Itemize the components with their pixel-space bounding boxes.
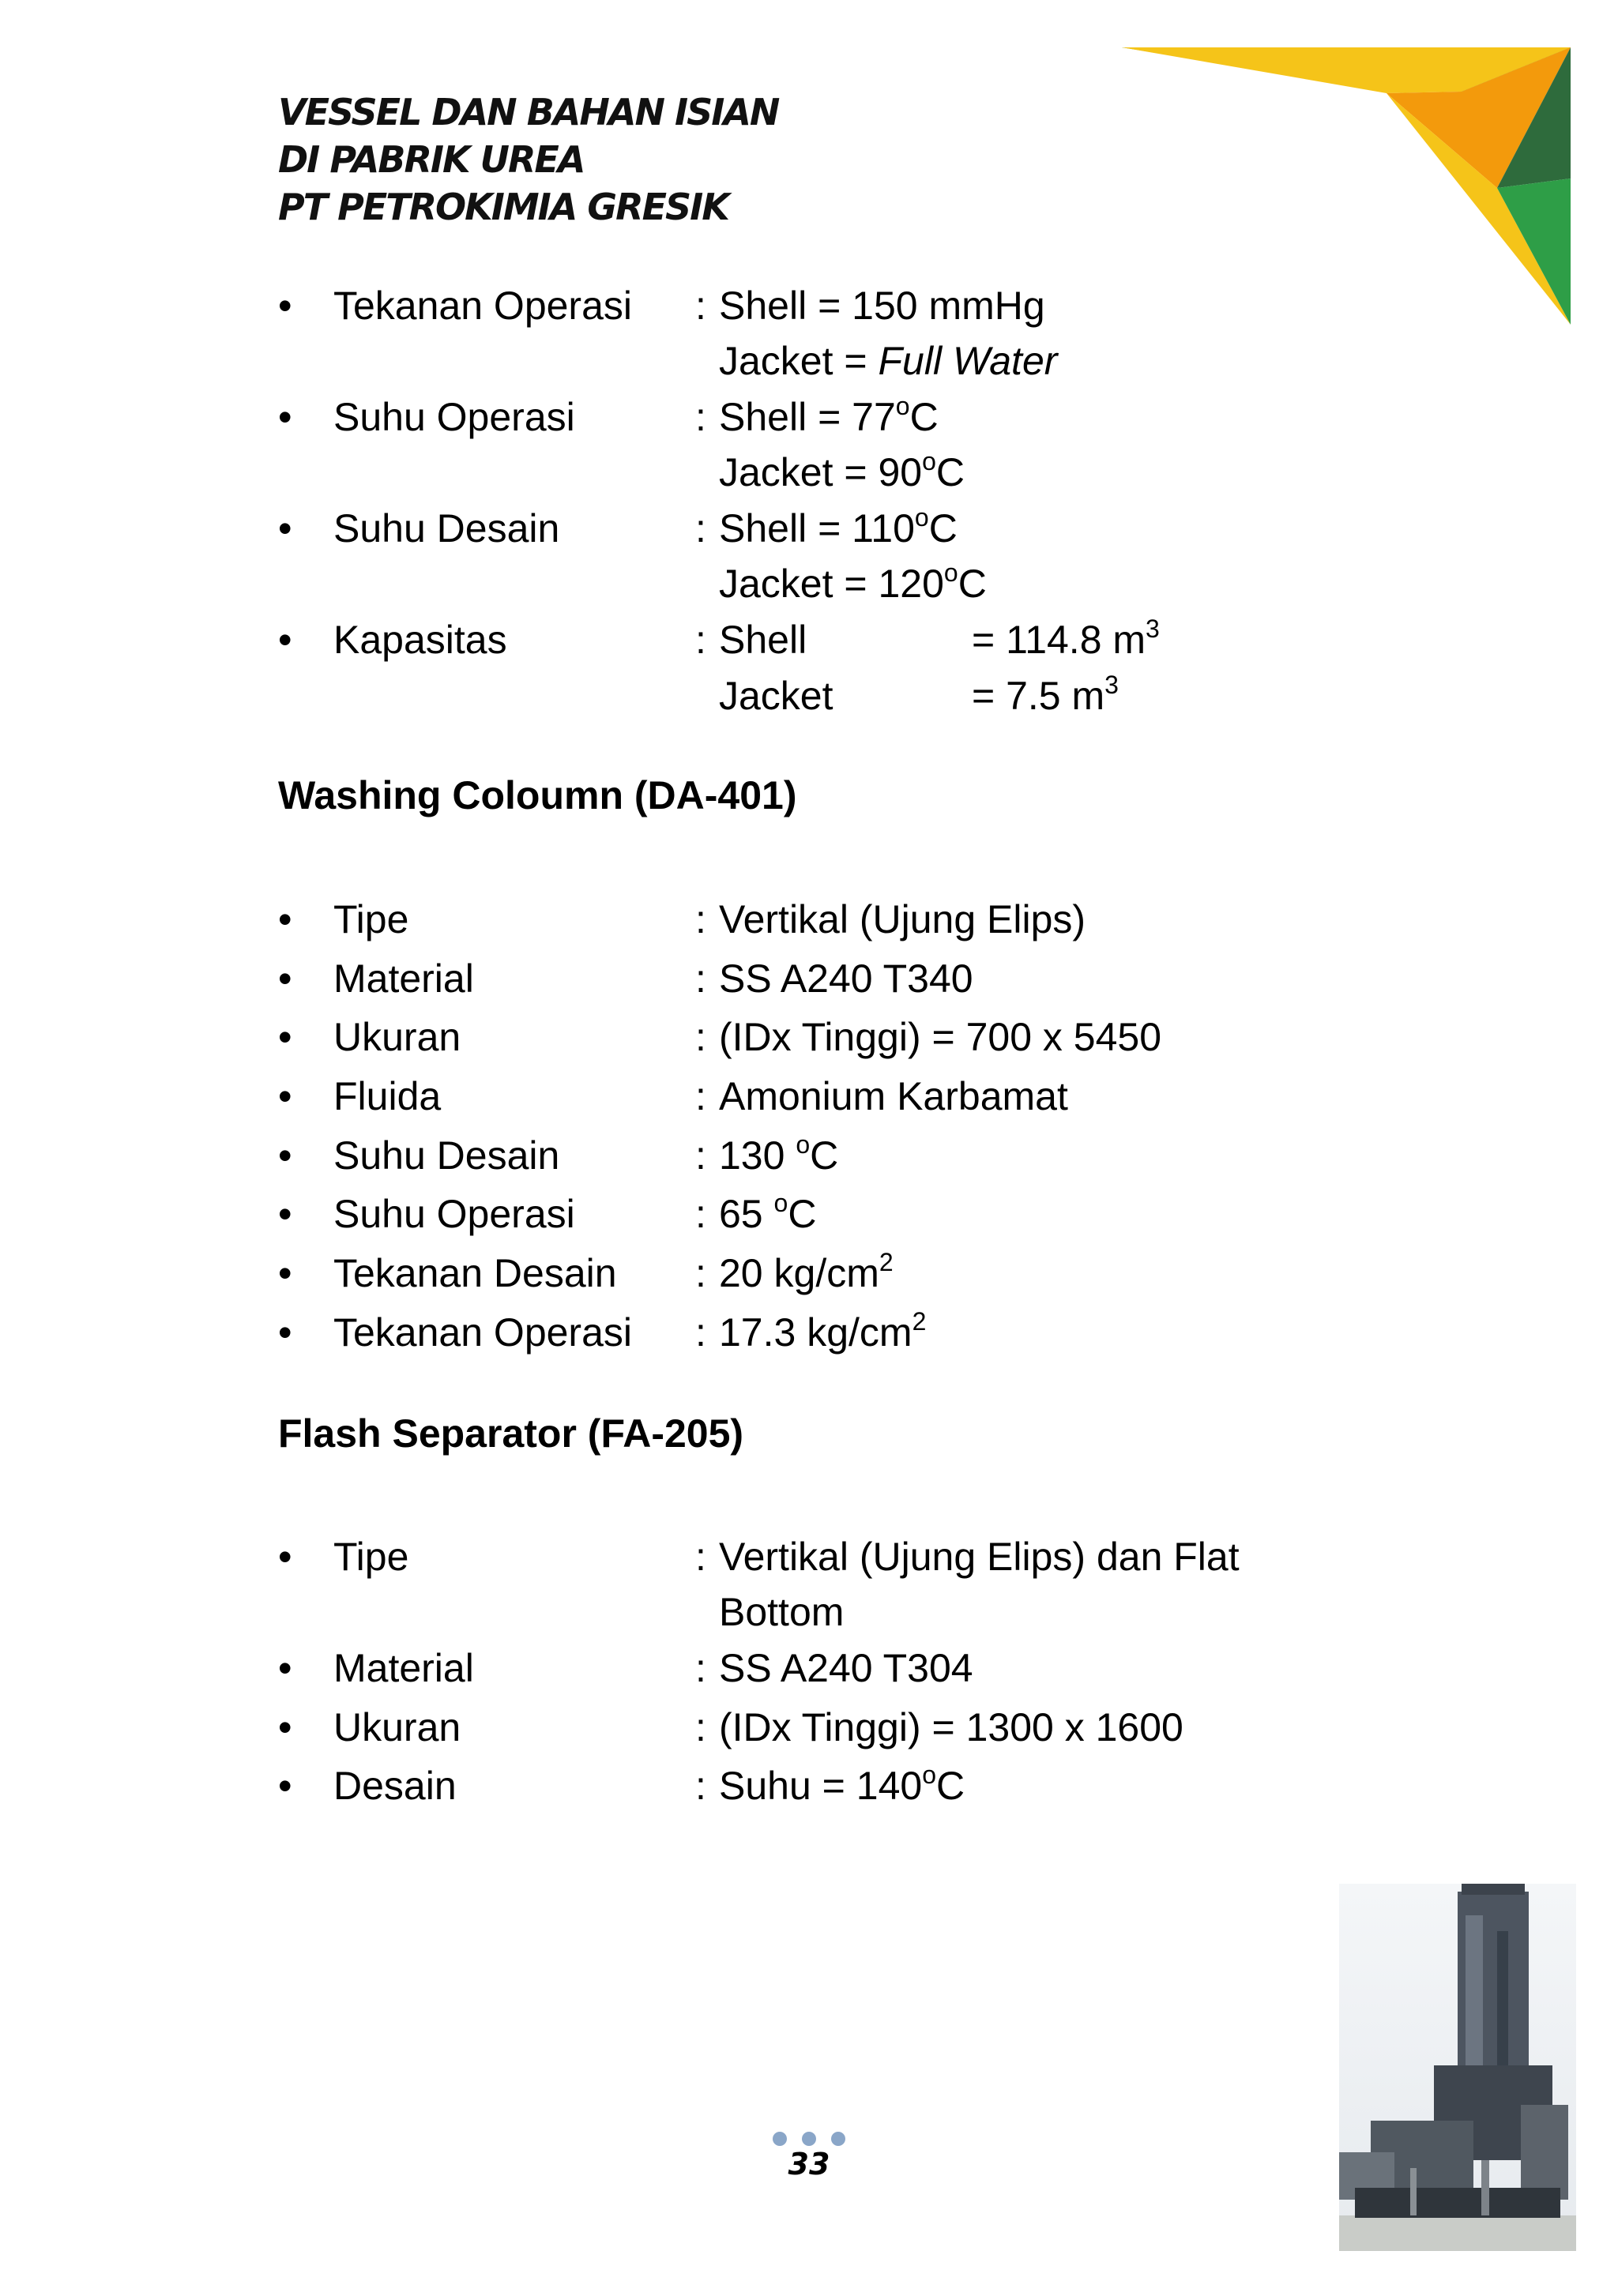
spec-label: Ukuran bbox=[333, 1015, 461, 1059]
spec-value: Shell bbox=[719, 618, 807, 662]
spec-value: Shell = $77^oC$ bbox=[719, 392, 939, 439]
page-dot bbox=[773, 2132, 787, 2146]
spec-value: Jacket bbox=[719, 674, 833, 718]
spec-label: Tipe bbox=[333, 1535, 409, 1579]
colon: : bbox=[695, 956, 706, 1001]
spec-label: Tipe bbox=[333, 897, 409, 941]
spec-value: 130 $^o$C bbox=[719, 1130, 839, 1178]
spec-label: Fluida bbox=[333, 1074, 442, 1118]
colon: : bbox=[695, 284, 706, 328]
spec-value: Bottom bbox=[719, 1590, 845, 1634]
bullet: • bbox=[278, 284, 292, 328]
colon: : bbox=[695, 618, 706, 662]
colon: : bbox=[695, 1705, 706, 1749]
spec-value: (IDx Tinggi) = 700 x 5450 bbox=[719, 1015, 1162, 1059]
spec-label: Suhu Desain bbox=[333, 506, 560, 551]
spec-label: Tekanan Operasi bbox=[333, 284, 633, 328]
page-dot bbox=[802, 2132, 816, 2146]
spec-value: 65 $^o$C bbox=[719, 1189, 817, 1236]
spec-value: 17.3 $kg/cm^2$ bbox=[719, 1307, 927, 1355]
bullet: • bbox=[278, 1646, 292, 1690]
bullet: • bbox=[278, 1251, 292, 1295]
colon: : bbox=[695, 506, 706, 551]
bullet: • bbox=[278, 1192, 292, 1236]
spec-label: Tekanan Desain bbox=[333, 1251, 617, 1295]
spec-label: Ukuran bbox=[333, 1705, 461, 1749]
colon: : bbox=[695, 1015, 706, 1059]
page-dot bbox=[831, 2132, 845, 2146]
colon: : bbox=[695, 1192, 706, 1236]
bullet: • bbox=[278, 1133, 292, 1178]
colon: : bbox=[695, 1251, 706, 1295]
spec-value: Shell = $110^oC$ bbox=[719, 503, 958, 551]
spec-value: Jacket = $120^oC$ bbox=[719, 558, 987, 606]
bullet: • bbox=[278, 897, 292, 941]
spec-value: Jacket = Full Water bbox=[719, 339, 1058, 383]
spec-label: Material bbox=[333, 956, 474, 1001]
colon: : bbox=[695, 395, 706, 439]
colon: : bbox=[695, 1133, 706, 1178]
section-title-washing-column: Washing Coloumn (DA-401) bbox=[278, 773, 797, 817]
section-title-flash-separator: Flash Separator (FA-205) bbox=[278, 1411, 744, 1456]
spec-value-amount: = 7.5 $m^3$ bbox=[972, 671, 1119, 718]
spec-label: Tekanan Operasi bbox=[333, 1310, 633, 1355]
spec-label: Suhu Operasi bbox=[333, 395, 575, 439]
spec-value-italic: Full Water bbox=[878, 339, 1058, 383]
bullet: • bbox=[278, 1074, 292, 1118]
spec-label: Material bbox=[333, 1646, 474, 1690]
spec-label: Kapasitas bbox=[333, 618, 507, 662]
bullet: • bbox=[278, 1535, 292, 1579]
colon: : bbox=[695, 1310, 706, 1355]
header-title-line-2: DI PABRIK UREA bbox=[278, 138, 585, 181]
spec-value: Vertikal (Ujung Elips) bbox=[719, 897, 1086, 941]
colon: : bbox=[695, 1646, 706, 1690]
plant-tower-photo bbox=[1339, 1884, 1576, 2251]
spec-value: 20 $kg/cm^2$ bbox=[719, 1248, 894, 1295]
spec-value: Amonium Karbamat bbox=[719, 1074, 1068, 1118]
colon: : bbox=[695, 1535, 706, 1579]
spec-value: Vertikal (Ujung Elips) dan Flat bbox=[719, 1535, 1240, 1579]
bullet: • bbox=[278, 395, 292, 439]
spec-label: Suhu Operasi bbox=[333, 1192, 575, 1236]
spec-value: Jacket = $90^oC$ bbox=[719, 447, 965, 494]
spec-value: (IDx Tinggi) = 1300 x 1600 bbox=[719, 1705, 1183, 1749]
colon: : bbox=[695, 1074, 706, 1118]
header-title-line-1: VESSEL DAN BAHAN ISIAN bbox=[278, 91, 779, 133]
bullet: • bbox=[278, 618, 292, 662]
bullet: • bbox=[278, 1705, 292, 1749]
colon: : bbox=[695, 1764, 706, 1808]
corner-logo-graphic bbox=[1122, 44, 1580, 329]
spec-label: Suhu Desain bbox=[333, 1133, 560, 1178]
bullet: • bbox=[278, 506, 292, 551]
spec-value: SS A240 T340 bbox=[719, 956, 973, 1001]
spec-value: SS A240 T304 bbox=[719, 1646, 973, 1690]
bullet: • bbox=[278, 1310, 292, 1355]
bullet: • bbox=[278, 1015, 292, 1059]
bullet: • bbox=[278, 1764, 292, 1808]
colon: : bbox=[695, 897, 706, 941]
spec-label: Desain bbox=[333, 1764, 457, 1808]
spec-value: Shell = 150 mmHg bbox=[719, 284, 1045, 328]
bullet: • bbox=[278, 956, 292, 1001]
spec-value: Suhu = $140^oC$ bbox=[719, 1761, 965, 1808]
header-title bbox=[278, 88, 778, 231]
header-title-line-3: PT PETROKIMIA GRESIK bbox=[278, 186, 728, 228]
spec-value-amount: = 114.8 $m^3$ bbox=[972, 614, 1160, 662]
page-number: 33 bbox=[788, 2147, 830, 2181]
page-dots-ornament bbox=[771, 2130, 847, 2148]
corner-green-tip bbox=[1497, 178, 1571, 325]
